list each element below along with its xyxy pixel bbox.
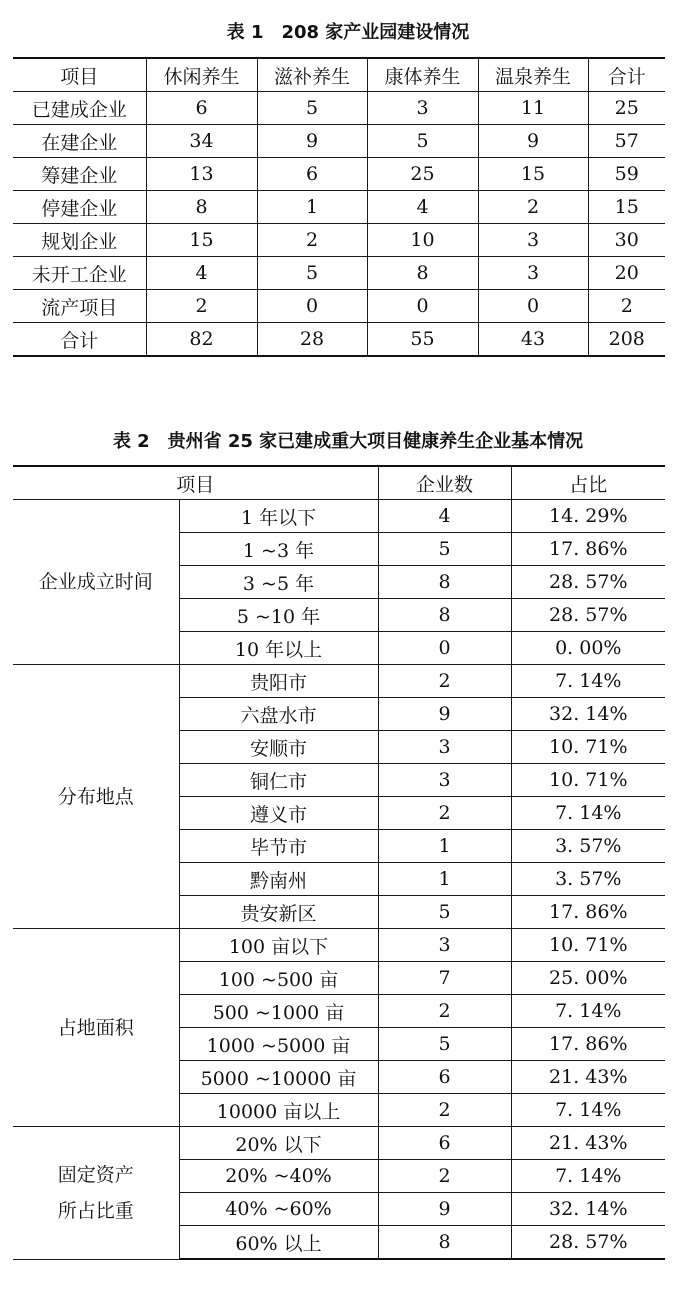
ratio-cell: 7. 14% bbox=[511, 665, 665, 698]
ratio-cell: 32. 14% bbox=[511, 698, 665, 731]
item-label: 5000 ~10000 亩 bbox=[179, 1061, 378, 1094]
table-cell: 15 bbox=[146, 224, 257, 257]
table-cell: 8 bbox=[367, 257, 478, 290]
count-cell: 3 bbox=[378, 929, 511, 962]
row-label: 合计 bbox=[13, 323, 146, 357]
ratio-cell: 10. 71% bbox=[511, 764, 665, 797]
row-label: 已建成企业 bbox=[13, 92, 146, 125]
table-cell: 15 bbox=[478, 158, 588, 191]
table-cell: 4 bbox=[146, 257, 257, 290]
enterprise-basic-info-table bbox=[13, 465, 665, 1260]
item-label: 3 ~5 年 bbox=[179, 566, 378, 599]
table-cell: 3 bbox=[478, 224, 588, 257]
row-label: 流产项目 bbox=[13, 290, 146, 323]
table-cell: 5 bbox=[367, 125, 478, 158]
table-cell: 2 bbox=[257, 224, 367, 257]
table-cell: 3 bbox=[367, 92, 478, 125]
table-row bbox=[13, 257, 665, 290]
ratio-cell: 32. 14% bbox=[511, 1193, 665, 1226]
table1-header-cell: 项目 bbox=[13, 58, 146, 92]
count-cell: 2 bbox=[378, 995, 511, 1028]
table-cell: 6 bbox=[146, 92, 257, 125]
count-cell: 9 bbox=[378, 698, 511, 731]
count-cell: 5 bbox=[378, 533, 511, 566]
count-cell: 2 bbox=[378, 665, 511, 698]
row-label: 在建企业 bbox=[13, 125, 146, 158]
count-cell: 8 bbox=[378, 599, 511, 632]
item-label: 1 ~3 年 bbox=[179, 533, 378, 566]
table-cell: 10 bbox=[367, 224, 478, 257]
ratio-cell: 17. 86% bbox=[511, 1028, 665, 1061]
table-cell: 11 bbox=[478, 92, 588, 125]
ratio-cell: 21. 43% bbox=[511, 1127, 665, 1160]
count-cell: 6 bbox=[378, 1061, 511, 1094]
item-label: 10000 亩以上 bbox=[179, 1094, 378, 1127]
table2-caption: 表 2 贵州省 25 家已建成重大项目健康养生企业基本情况 bbox=[112, 431, 584, 452]
industrial-park-table bbox=[13, 57, 665, 357]
count-cell: 6 bbox=[378, 1127, 511, 1160]
table2-header-item: 项目 bbox=[13, 466, 378, 500]
count-cell: 4 bbox=[378, 500, 511, 533]
row-label: 筹建企业 bbox=[13, 158, 146, 191]
count-cell: 3 bbox=[378, 764, 511, 797]
group-label: 企业成立时间 bbox=[13, 500, 179, 665]
table-cell: 13 bbox=[146, 158, 257, 191]
table1-header-cell: 康体养生 bbox=[367, 58, 478, 92]
table-cell: 30 bbox=[588, 224, 665, 257]
table-cell: 0 bbox=[257, 290, 367, 323]
table2-header-count: 企业数 bbox=[378, 466, 511, 500]
table-row bbox=[13, 323, 665, 357]
table1-header-cell: 休闲养生 bbox=[146, 58, 257, 92]
item-label: 1000 ~5000 亩 bbox=[179, 1028, 378, 1061]
row-label: 规划企业 bbox=[13, 224, 146, 257]
ratio-cell: 3. 57% bbox=[511, 863, 665, 896]
table1-header-row bbox=[13, 58, 665, 92]
count-cell: 0 bbox=[378, 632, 511, 665]
item-label: 六盘水市 bbox=[179, 698, 378, 731]
count-cell: 8 bbox=[378, 566, 511, 599]
row-label: 未开工企业 bbox=[13, 257, 146, 290]
ratio-cell: 0. 00% bbox=[511, 632, 665, 665]
ratio-cell: 7. 14% bbox=[511, 1094, 665, 1127]
table-cell: 0 bbox=[478, 290, 588, 323]
count-cell: 5 bbox=[378, 896, 511, 929]
count-cell: 2 bbox=[378, 1094, 511, 1127]
item-label: 100 ~500 亩 bbox=[179, 962, 378, 995]
item-label: 20% 以下 bbox=[179, 1127, 378, 1160]
table1-header-cell: 温泉养生 bbox=[478, 58, 588, 92]
ratio-cell: 28. 57% bbox=[511, 1226, 665, 1260]
table1-header-cell: 滋补养生 bbox=[257, 58, 367, 92]
table-row bbox=[13, 929, 665, 962]
table-row bbox=[13, 290, 665, 323]
table-cell: 25 bbox=[367, 158, 478, 191]
item-label: 500 ~1000 亩 bbox=[179, 995, 378, 1028]
count-cell: 7 bbox=[378, 962, 511, 995]
table-row bbox=[13, 92, 665, 125]
table2-header-row bbox=[13, 466, 665, 500]
table1-header-cell: 合计 bbox=[588, 58, 665, 92]
item-label: 20% ~40% bbox=[179, 1160, 378, 1193]
table2-header-ratio: 占比 bbox=[511, 466, 665, 500]
table-cell: 8 bbox=[146, 191, 257, 224]
group-label: 占地面积 bbox=[13, 929, 179, 1127]
item-label: 贵阳市 bbox=[179, 665, 378, 698]
item-label: 60% 以上 bbox=[179, 1226, 378, 1260]
count-cell: 1 bbox=[378, 863, 511, 896]
table-cell: 34 bbox=[146, 125, 257, 158]
table-cell: 28 bbox=[257, 323, 367, 357]
table-cell: 55 bbox=[367, 323, 478, 357]
table-cell: 5 bbox=[257, 92, 367, 125]
table-row bbox=[13, 500, 665, 533]
table-cell: 5 bbox=[257, 257, 367, 290]
table-row bbox=[13, 191, 665, 224]
item-label: 安顺市 bbox=[179, 731, 378, 764]
ratio-cell: 14. 29% bbox=[511, 500, 665, 533]
ratio-cell: 7. 14% bbox=[511, 995, 665, 1028]
count-cell: 9 bbox=[378, 1193, 511, 1226]
group-label: 固定资产 所占比重 bbox=[13, 1127, 179, 1260]
item-label: 1 年以下 bbox=[179, 500, 378, 533]
count-cell: 3 bbox=[378, 731, 511, 764]
table-cell: 208 bbox=[588, 323, 665, 357]
item-label: 100 亩以下 bbox=[179, 929, 378, 962]
group-label: 分布地点 bbox=[13, 665, 179, 929]
count-cell: 2 bbox=[378, 797, 511, 830]
item-label: 遵义市 bbox=[179, 797, 378, 830]
count-cell: 2 bbox=[378, 1160, 511, 1193]
ratio-cell: 17. 86% bbox=[511, 533, 665, 566]
item-label: 毕节市 bbox=[179, 830, 378, 863]
ratio-cell: 7. 14% bbox=[511, 1160, 665, 1193]
row-label: 停建企业 bbox=[13, 191, 146, 224]
ratio-cell: 25. 00% bbox=[511, 962, 665, 995]
table1-caption: 表 1 208 家产业园建设情况 bbox=[226, 22, 470, 43]
table-row bbox=[13, 125, 665, 158]
count-cell: 1 bbox=[378, 830, 511, 863]
item-label: 5 ~10 年 bbox=[179, 599, 378, 632]
ratio-cell: 7. 14% bbox=[511, 797, 665, 830]
ratio-cell: 17. 86% bbox=[511, 896, 665, 929]
table-cell: 59 bbox=[588, 158, 665, 191]
table-row bbox=[13, 224, 665, 257]
table-cell: 0 bbox=[367, 290, 478, 323]
count-cell: 5 bbox=[378, 1028, 511, 1061]
table-row bbox=[13, 665, 665, 698]
table-cell: 57 bbox=[588, 125, 665, 158]
table-row bbox=[13, 158, 665, 191]
table-cell: 25 bbox=[588, 92, 665, 125]
table-row bbox=[13, 1127, 665, 1160]
table-cell: 4 bbox=[367, 191, 478, 224]
item-label: 铜仁市 bbox=[179, 764, 378, 797]
table-cell: 9 bbox=[257, 125, 367, 158]
table-cell: 15 bbox=[588, 191, 665, 224]
table-cell: 2 bbox=[478, 191, 588, 224]
ratio-cell: 28. 57% bbox=[511, 566, 665, 599]
ratio-cell: 28. 57% bbox=[511, 599, 665, 632]
count-cell: 8 bbox=[378, 1226, 511, 1260]
table-cell: 2 bbox=[588, 290, 665, 323]
item-label: 贵安新区 bbox=[179, 896, 378, 929]
table-cell: 9 bbox=[478, 125, 588, 158]
table-cell: 1 bbox=[257, 191, 367, 224]
table-cell: 2 bbox=[146, 290, 257, 323]
ratio-cell: 10. 71% bbox=[511, 929, 665, 962]
item-label: 10 年以上 bbox=[179, 632, 378, 665]
item-label: 黔南州 bbox=[179, 863, 378, 896]
table-cell: 20 bbox=[588, 257, 665, 290]
table-cell: 6 bbox=[257, 158, 367, 191]
item-label: 40% ~60% bbox=[179, 1193, 378, 1226]
ratio-cell: 10. 71% bbox=[511, 731, 665, 764]
ratio-cell: 21. 43% bbox=[511, 1061, 665, 1094]
table-cell: 3 bbox=[478, 257, 588, 290]
table-cell: 43 bbox=[478, 323, 588, 357]
table-cell: 82 bbox=[146, 323, 257, 357]
ratio-cell: 3. 57% bbox=[511, 830, 665, 863]
